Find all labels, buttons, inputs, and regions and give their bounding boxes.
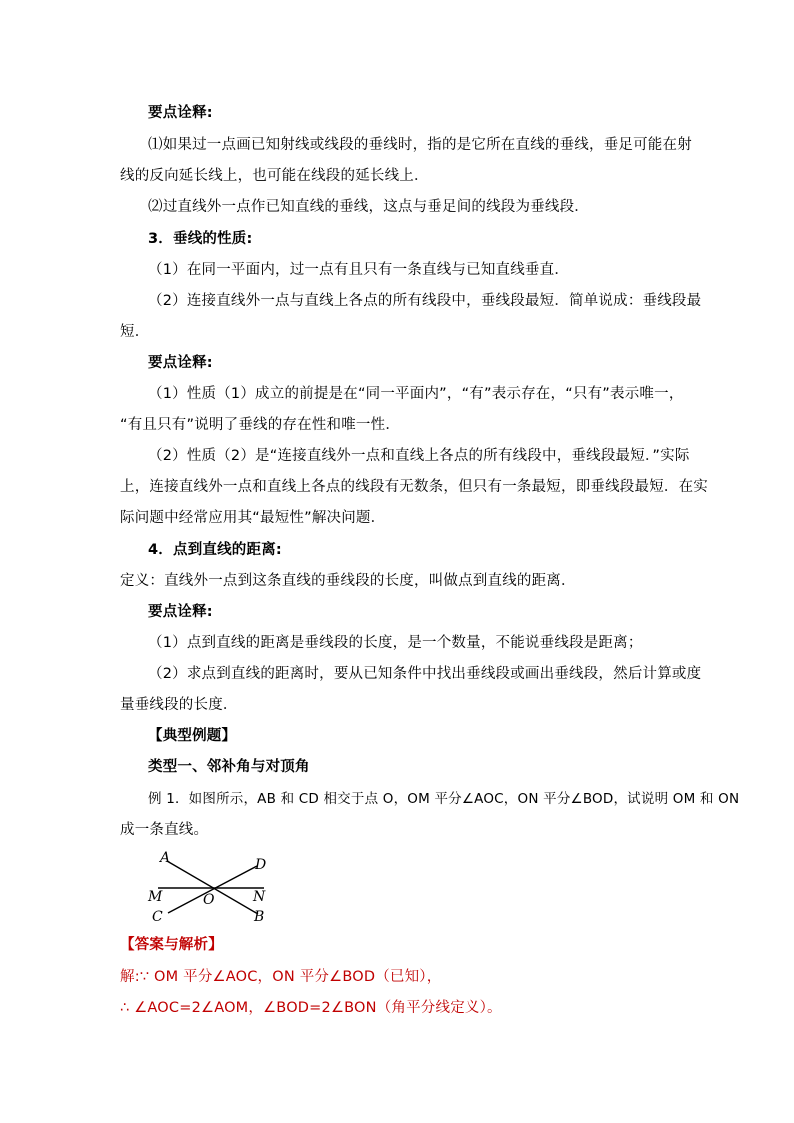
paragraph: （2）性质（2）是“连接直线外一点和直线上各点的所有线段中，垂线段最短．”实际 (148, 448, 690, 464)
label-d: D (255, 857, 267, 873)
definition: 定义：直线外一点到这条直线的垂线段的长度，叫做点到直线的距离． (120, 573, 576, 589)
paragraph: ⑴如果过一点画已知射线或线段的垂线时，指的是它所在直线的垂线，垂足可能在射 (148, 137, 692, 153)
paragraph: （1）在同一平面内，过一点有且只有一条直线与已知直线垂直． (148, 262, 570, 278)
examples-heading: 【典型例题】 (148, 728, 237, 744)
example-text: 例 1．如图所示，AB 和 CD 相交于点 O，OM 平分∠AOC，ON 平分∠BOD，试说明 OM 和 ON (148, 791, 740, 807)
solution-line: ∴ ∠AOC=2∠AOM，∠BOD=2∠BON（角平分线定义）。 (120, 1000, 502, 1016)
solution-line: 解:∵ OM 平分∠AOC，ON 平分∠BOD（已知）， (120, 969, 442, 985)
paragraph: （2）求点到直线的距离时，要从已知条件中找出垂线段或画出垂线段，然后计算或度 (148, 666, 702, 682)
label-a: A (160, 850, 171, 866)
section-note-heading: 要点诠释: (148, 355, 213, 371)
label-b: B (254, 909, 265, 925)
section-heading-4: 4．点到直线的距离: (148, 542, 282, 558)
section-note-heading: 要点诠释: (148, 105, 213, 121)
label-n: N (253, 889, 266, 905)
paragraph: （1）点到直线的距离是垂线段的长度，是一个数量，不能说垂线段是距离； (148, 635, 643, 651)
example-text: 成一条直线。 (120, 822, 209, 838)
label-c: C (152, 909, 163, 925)
label-m: M (148, 889, 163, 905)
type-heading: 类型一、邻补角与对顶角 (148, 759, 310, 775)
paragraph: “有且只有”说明了垂线的存在性和唯一性． (120, 417, 401, 433)
paragraph: 际问题中经常应用其“最短性”解决问题． (120, 510, 386, 526)
paragraph: （2）连接直线外一点与直线上各点的所有线段中，垂线段最短．简单说成：垂线段最 (148, 293, 702, 309)
paragraph: （1）性质（1）成立的前提是在“同一平面内”，“有”表示存在，“只有”表示唯一， (148, 386, 684, 402)
paragraph: 量垂线段的长度． (120, 697, 238, 713)
intersecting-lines-figure (140, 848, 280, 928)
label-o: O (203, 892, 215, 908)
paragraph: 上，连接直线外一点和直线上各点的线段有无数条，但只有一条最短，即垂线段最短．在实 (120, 479, 708, 495)
section-note-heading: 要点诠释: (148, 604, 213, 620)
paragraph: 短． (120, 324, 150, 340)
paragraph: ⑵过直线外一点作已知直线的垂线，这点与垂足间的线段为垂线段． (148, 199, 589, 215)
section-heading-3: 3．垂线的性质: (148, 231, 253, 247)
answer-heading: 【答案与解析】 (120, 937, 223, 953)
paragraph: 线的反向延长线上，也可能在线段的延长线上． (120, 168, 429, 184)
